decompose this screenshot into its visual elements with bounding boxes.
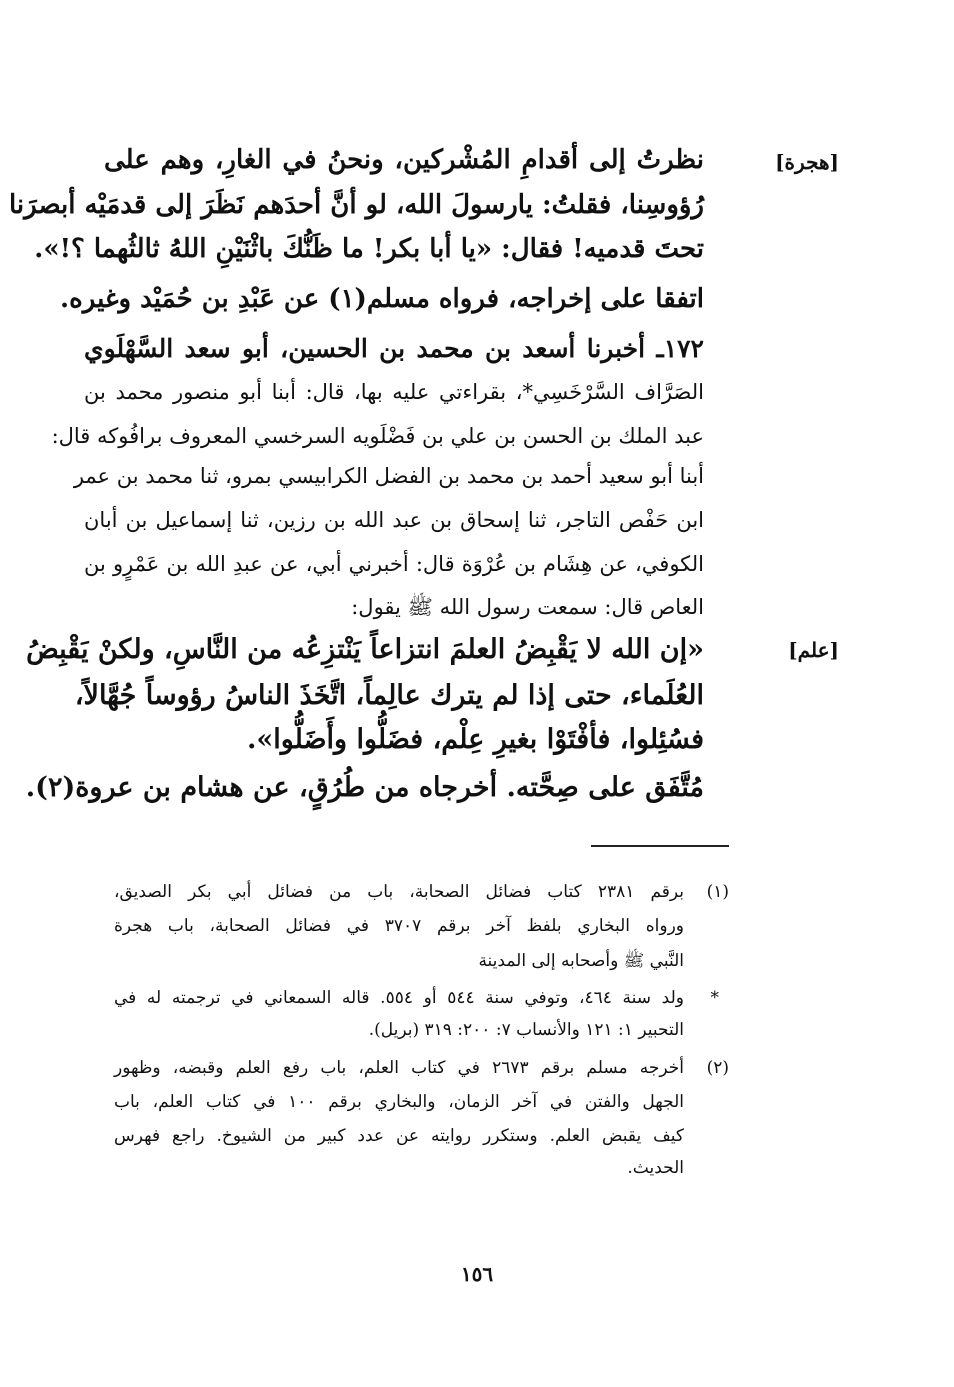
isnad-line-1: عبد الملك بن الحسن بن علي بن فَضْلَويه السرخسي المعروف برافُوكه قال:: [51, 424, 704, 448]
hadith-171-takhrij: اتفقا على إخراجه، فرواه مسلم(١) عن عَبْدِ بن حُمَيْد وغيره.: [60, 284, 704, 314]
footnote-2-number: (٢): [706, 1058, 729, 1078]
topic-tag-ilm: [علم]: [788, 638, 839, 662]
footnote-star-marker: *: [710, 988, 719, 1008]
isnad-line-5: العاص قال: سمعت رسول الله ﷺ يقول:: [351, 595, 704, 619]
hadith-171-line-1: نظرتُ إلى أقدامِ المُشْركين، ونحنُ في الغارِ، وهم على: [104, 145, 704, 175]
isnad-line-4: الكوفي، عن هِشَام بن عُرْوَة قال: أخبرني أبي، عن عبدِ الله بن عَمْرٍو بن: [84, 552, 704, 576]
hadith-171-line-2: رُؤوسِنا، فقلتُ: يارسولَ الله، لو أنَّ أحدَهم نَظَرَ إلى قدمَيْه أبصرَنا: [8, 190, 704, 220]
page-number: ١٥٦: [460, 1262, 494, 1286]
footnote-2-line-3: كيف يقبض العلم. وستكرر روايته عن عدد كبير من الشيوخ. راجع فهرس: [114, 1126, 684, 1146]
hadith-172-heading-line-1: ١٧٢ـ أخبرنا أسعد بن محمد بن الحسين، أبو سعد السَّهْلَوي: [84, 334, 704, 363]
footnote-2-line-1: أخرجه مسلم برقم ٢٦٧٣ في كتاب العلم، باب رفع العلم وقبضه، وظهور: [114, 1058, 685, 1078]
hadith-172-takhrij: مُتَّفَق على صِحَّته. أخرجاه من طُرُقٍ، عن هشام بن عروة(٢).: [25, 772, 704, 803]
footnote-2-line-4: الحديث.: [627, 1158, 684, 1178]
footnote-separator: [591, 845, 729, 847]
footnote-1-line-1: برقم ٢٣٨١ كتاب فضائل الصحابة، باب من فضائل أبي بكر الصديق،: [114, 882, 684, 902]
footnote-star-line-1: ولد سنة ٤٦٤، وتوفي سنة ٥٤٤ أو ٥٥٤. قاله السمعاني في ترجمته له في: [114, 988, 684, 1008]
isnad-line-2: أبنا أبو سعيد أحمد بن محمد بن الفضل الكرابيسي بمرو، ثنا محمد بن عمر: [73, 464, 704, 488]
matn-line-1: «إن الله لا يَقْبِضُ العلمَ انتزاعاً يَنْتزِعُه من النَّاسِ، ولكنْ يَقْبِضُ: [26, 634, 704, 665]
hadith-171-line-3: تحتَ قدميه! فقال: «يا أبا بكر! ما ظَنُّكَ باثْنَيْنِ اللهُ ثالثُهما ؟!».: [34, 234, 704, 264]
topic-tag-hijra: [هجرة]: [775, 150, 839, 174]
isnad-line-3: ابن حَفْص التاجر، ثنا إسحاق بن عبد الله بن رزين، ثنا إسماعيل بن أبان: [84, 508, 704, 532]
footnote-star-line-2: التحبير ١: ١٢١ والأنساب ٧: ٢٠٠: ٣١٩ (بريل).: [368, 1020, 684, 1040]
footnote-1-number: (١): [706, 882, 729, 902]
matn-line-2: العُلَماء، حتى إذا لم يترك عالِماً، اتَّخَذَ الناسُ رؤوساً جُهَّالاً،: [74, 680, 704, 711]
hadith-172-heading-line-2: الصَرَّاف السَّرْخَسِي*، بقراءتي عليه بها، قال: أبنا أبو منصور محمد بن: [84, 380, 704, 404]
footnote-2-line-2: الجهل والفتن في آخر الزمان، والبخاري برقم ١٠٠ في كتاب العلم، باب: [114, 1092, 685, 1112]
footnote-1-line-3: النَّبي ﷺ وأصحابه إلى المدينة: [478, 951, 684, 971]
footnote-1-line-2: ورواه البخاري بلفظ آخر برقم ٣٧٠٧ في فضائل الصحابة، باب هجرة: [114, 916, 684, 936]
matn-line-3: فسُئِلوا، فأفْتَوْا بغيرِ عِلْم، فضَلُّوا وأَضَلُّوا».: [246, 724, 704, 755]
